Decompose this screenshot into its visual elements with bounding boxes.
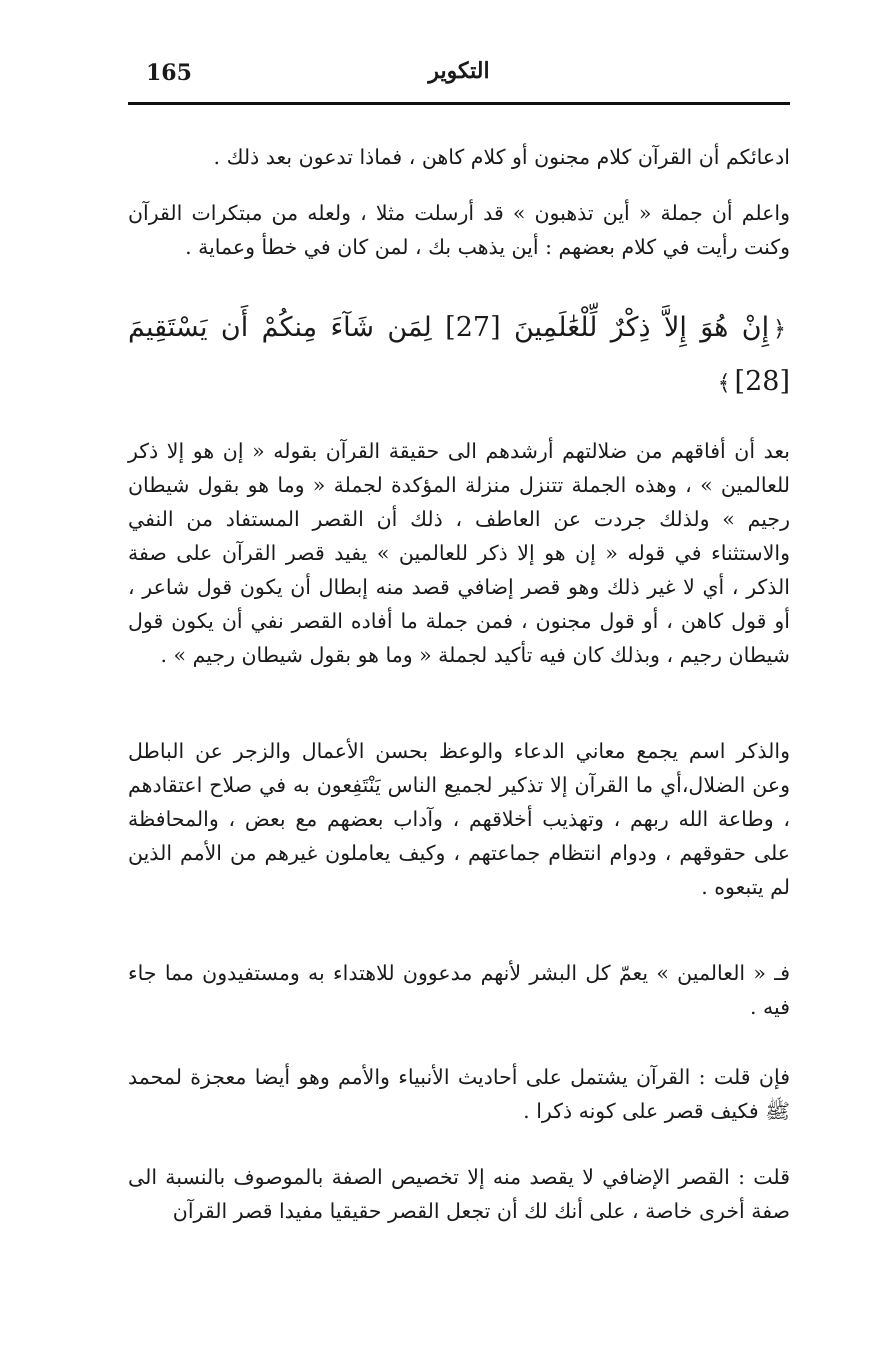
verse-close-bracket: ﴾ [717, 371, 731, 396]
page-number: 165 [146, 60, 192, 86]
paragraph-7: قلت : القصر الإضافي لا يقصد منه إلا تخصيص الصفة بالموصوف بالنسبة الى صفة أخرى خاصة ، على أنك لك أن تجعل القصر حقيقيا مفيدا قصر القرآن [128, 1165, 790, 1223]
paragraph-5: فـ « العالمين » يعمّ كل البشر لأنهم مدعوون للاهتداء به ومستفيدون مما جاء فيه . [128, 961, 790, 1019]
chapter-title: التكوير [428, 58, 490, 84]
paragraph-3: بعد أن أفاقهم من ضلالتهم أرشدهم الى حقيقة القرآن بقوله « إن هو إلا ذكر للعالمين » ، وهذه الجملة تتنزل منزلة المؤكدة لجملة « وما هو بقول شيطان رجيم » ولذلك جردت عن العاطف ، ذلك أن القصر المستفاد من النفي والاستثناء في قوله « إن هو إلا ذكر للعالمين » يفيد قصر القرآن على صفة الذكر ، أي لا غير ذلك وهو قصر إضافي قصد منه إبطال أن يكون قول شاعر ، أو قول كاهن ، أو قول مجنون ، فمن جملة ما أفاده القصر نفي أن يكون قول شيطان رجيم ، وبذلك كان فيه تأكيد لجملة « وما هو بقول شيطان رجيم » . [128, 439, 790, 667]
paragraph-2: واعلم أن جملة « أين تذهبون » قد أرسلت مثلا ، ولعله من مبتكرات القرآن وكنت رأيت في كلام بعضهم : أين يذهب بك ، لمن كان في خطأ وعماية . [128, 201, 790, 259]
page-header [128, 56, 790, 105]
verse-text: إِنْ هُوَ إِلاَّ ذِكْرٌ لِّلْعَٰلَمِينَ [27] لِمَن شَآءَ مِنكُمْ أَن يَسْتَقِيمَ [28] [128, 312, 790, 397]
paragraph-6: فإن قلت : القرآن يشتمل على أحاديث الأنبياء والأمم وهو أيضا معجزة لمحمد ﷺ فكيف قصر على كونه ذكرا . [128, 1065, 790, 1123]
verse-open-bracket: ﴿ [773, 317, 786, 342]
quran-verse [128, 302, 790, 410]
paragraph-4: والذكر اسم يجمع معاني الدعاء والوعظ بحسن الأعمال والزجر عن الباطل وعن الضلال،أي ما القرآن إلا تذكير لجميع الناس يَنْتَفِعون به في صلاح اعتقادهم ، وطاعة الله ربهم ، وتهذيب أخلاقهم ، وآداب بعضهم مع بعض ، والمحافظة على حقوقهم ، ودوام انتظام جماعتهم ، وكيف يعاملون غيرهم من الأمم الذين لم يتبعوه . [128, 739, 790, 899]
paragraph-1: ادعائكم أن القرآن كلام مجنون أو كلام كاهن ، فماذا تدعون بعد ذلك . [213, 145, 790, 169]
